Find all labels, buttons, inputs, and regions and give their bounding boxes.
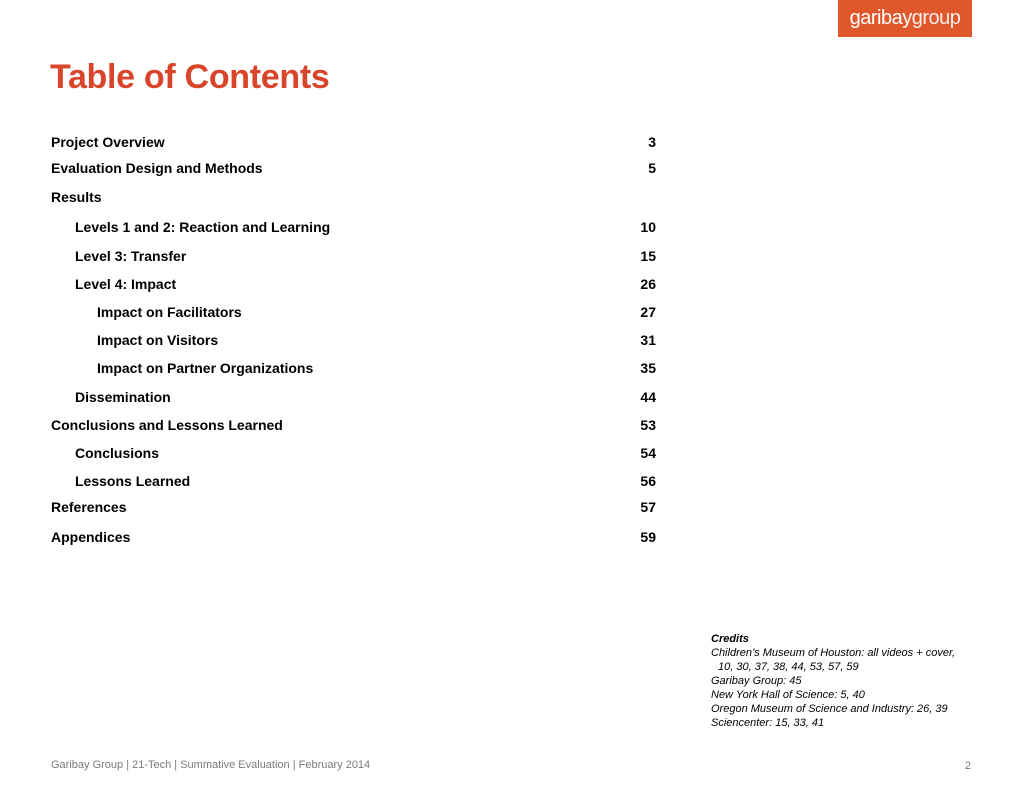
footer-text: Garibay Group | 21-Tech | Summative Evaluation | February 2014 (51, 759, 371, 771)
toc-entry-page: 56 (640, 473, 656, 489)
credits-line: New York Hall of Science: 5, 40 (711, 689, 865, 701)
credits-line: Sciencenter: 15, 33, 41 (711, 717, 825, 729)
toc-entry[interactable] (0, 359, 700, 377)
toc-entry-page: 35 (640, 360, 656, 376)
toc-entry-page: 31 (640, 332, 656, 348)
toc-entry[interactable] (0, 159, 700, 177)
toc-entry[interactable] (0, 498, 700, 516)
toc-entry[interactable] (0, 188, 700, 206)
credits-line: Oregon Museum of Science and Industry: 26, 39 (711, 703, 948, 715)
toc-entry[interactable] (0, 331, 700, 349)
photo-credits (711, 632, 981, 730)
toc-entry-label: Levels 1 and 2: Reaction and Learning (75, 219, 331, 235)
toc-entry[interactable] (0, 275, 700, 293)
page-title: Table of Contents (50, 58, 330, 96)
toc-entry-page: 59 (640, 529, 656, 545)
toc-entry-label: Impact on Partner Organizations (97, 360, 314, 376)
page-number: 2 (964, 760, 971, 772)
toc-entry-label: Lessons Learned (75, 473, 191, 489)
toc-entry-label: Project Overview (51, 134, 165, 150)
credits-line: Children’s Museum of Houston: all videos + cover, (711, 647, 956, 659)
toc-entry-page: 54 (640, 445, 656, 461)
logo-brand: garibay (849, 7, 912, 29)
toc-entry-label: Appendices (51, 529, 131, 545)
toc-entry-label: Conclusions and Lessons Learned (51, 417, 283, 433)
toc-entry[interactable] (0, 416, 700, 434)
toc-entry[interactable] (0, 388, 700, 406)
credits-line: 10, 30, 37, 38, 44, 53, 57, 59 (718, 661, 859, 673)
toc-entry[interactable] (0, 528, 700, 546)
toc-entry[interactable] (0, 133, 700, 151)
toc-entry-label: Impact on Visitors (97, 332, 219, 348)
toc-entry-label: Evaluation Design and Methods (51, 160, 263, 176)
toc-entry-page: 44 (640, 389, 656, 405)
toc-entry-page: 57 (640, 499, 656, 515)
toc-entry-page: 27 (640, 304, 656, 320)
toc-entry-label: Impact on Facilitators (97, 304, 242, 320)
toc-entry-label: Results (51, 189, 102, 205)
toc-entry-page: 3 (648, 134, 656, 150)
logo-suffix: group (911, 7, 961, 29)
toc-entry-page: 15 (640, 248, 656, 264)
toc-entry[interactable] (0, 247, 700, 265)
toc-entry-label: Level 4: Impact (75, 276, 177, 292)
toc-entry[interactable] (0, 472, 700, 490)
toc-entry-label: Level 3: Transfer (75, 248, 187, 264)
toc-entry-page: 53 (640, 417, 656, 433)
toc-entry[interactable] (0, 303, 700, 321)
toc-entry-label: Conclusions (75, 445, 160, 461)
credits-title: Credits (711, 633, 749, 645)
toc-entry-page: 10 (640, 219, 656, 235)
credits-line: Garibay Group: 45 (711, 675, 802, 687)
toc-entry[interactable] (0, 218, 700, 236)
toc-entry[interactable] (0, 444, 700, 462)
toc-entry-label: Dissemination (75, 389, 171, 405)
toc-entry-page: 5 (648, 160, 656, 176)
toc-entry-page: 26 (640, 276, 656, 292)
toc-entry-label: References (51, 499, 127, 515)
